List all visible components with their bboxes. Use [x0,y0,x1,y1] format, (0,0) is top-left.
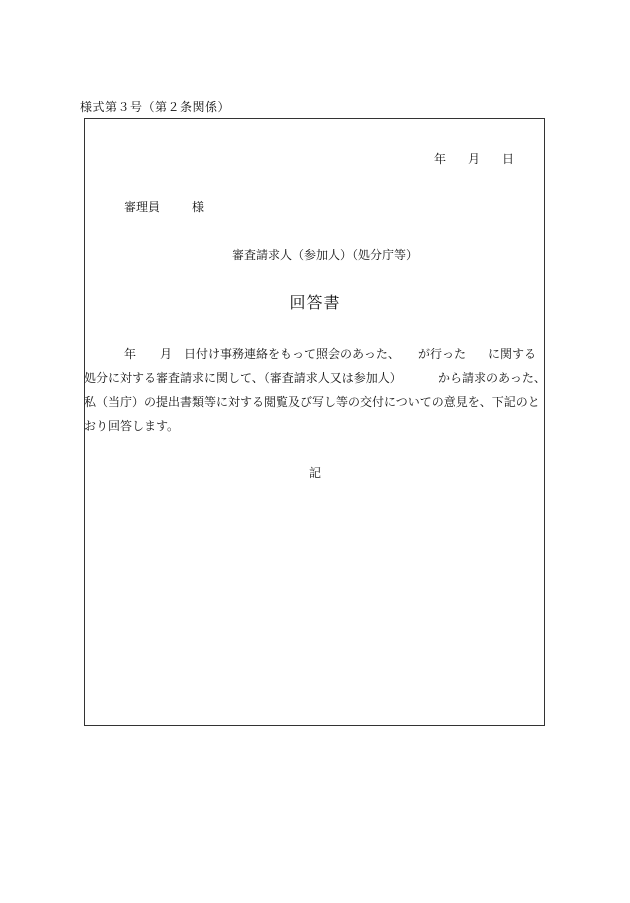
form-number-label: 様式第３号（第２条関係） [80,100,231,114]
date-day-label: 日 [502,152,515,166]
date-month-label: 月 [468,152,481,166]
body-line1-text-a: 日付け事務連絡をもって照会のあった、 [184,347,400,361]
body-line1-year: 年 [124,347,137,361]
body-line1-text-c: に関する [488,347,537,361]
body-line-2 [84,366,545,390]
document-title: 回答書 [289,293,341,312]
date-line [434,150,514,167]
body-line2-text-b: から請求のあった、 [438,371,546,385]
body-line1-text-b: が行った [418,347,467,361]
body-line-1 [84,342,545,366]
body-line-4 [84,414,545,438]
body-line-3 [84,390,545,414]
date-year-label: 年 [434,152,447,166]
recipient-line [124,198,204,215]
body-line2-text-a: 処分に対する審査請求に関して、（審査請求人又は参加人） [84,371,402,385]
recipient-title: 審理員 [124,200,161,214]
body-paragraph [84,342,545,438]
body-line4-text: おり回答します。 [84,419,180,433]
body-line3-text: 私（当庁）の提出書類等に対する閲覧及び写し等の交付についての意見を、下記のと [84,395,540,409]
recipient-honorific: 様 [192,200,205,214]
ki-heading: 記 [308,466,321,480]
body-line1-month: 月 [160,347,173,361]
sender-label: 審査請求人（参加人）（処分庁等） [232,248,419,262]
